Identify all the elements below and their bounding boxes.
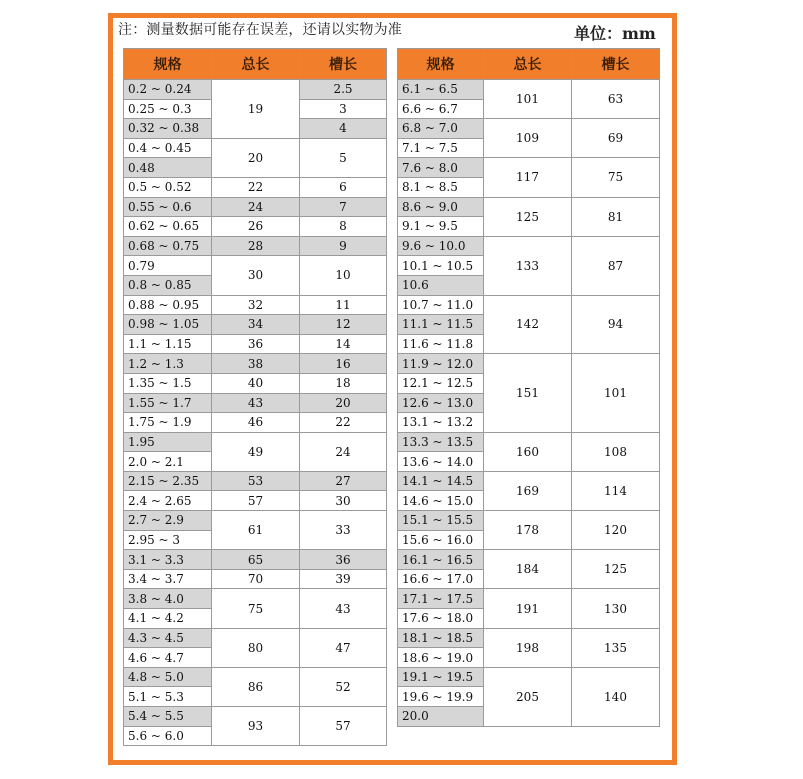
groove-length-cell: 6 — [300, 177, 387, 197]
spec-cell: 0.4 ~ 0.45 — [124, 138, 212, 158]
groove-length-cell: 94 — [572, 295, 660, 354]
table-row — [124, 217, 387, 237]
total-length-cell: 36 — [212, 334, 300, 354]
groove-length-cell: 12 — [300, 315, 387, 335]
total-length-cell: 40 — [212, 373, 300, 393]
total-length-cell: 151 — [484, 354, 572, 432]
groove-length-cell: 3 — [300, 99, 387, 119]
spec-cell: 1.35 ~ 1.5 — [124, 373, 212, 393]
total-length-cell: 169 — [484, 471, 572, 510]
spec-cell: 10.1 ~ 10.5 — [398, 256, 484, 276]
spec-cell: 11.1 ~ 11.5 — [398, 315, 484, 335]
spec-cell: 11.6 ~ 11.8 — [398, 334, 484, 354]
spec-cell: 4.1 ~ 4.2 — [124, 609, 212, 629]
total-length-cell: 61 — [212, 511, 300, 550]
total-length-cell: 160 — [484, 432, 572, 471]
total-length-cell: 46 — [212, 413, 300, 433]
groove-length-cell: 27 — [300, 471, 387, 491]
groove-length-cell: 11 — [300, 295, 387, 315]
spec-cell: 8.1 ~ 8.5 — [398, 177, 484, 197]
spec-cell: 11.9 ~ 12.0 — [398, 354, 484, 374]
groove-length-cell: 69 — [572, 119, 660, 158]
total-length-cell: 93 — [212, 707, 300, 746]
groove-length-cell: 47 — [300, 628, 387, 667]
spec-cell: 14.1 ~ 14.5 — [398, 471, 484, 491]
total-length-cell: 57 — [212, 491, 300, 511]
total-length-cell: 49 — [212, 432, 300, 471]
spec-cell: 19.1 ~ 19.5 — [398, 667, 484, 687]
spec-cell: 0.25 ~ 0.3 — [124, 99, 212, 119]
table-row — [398, 236, 660, 256]
spec-cell: 2.4 ~ 2.65 — [124, 491, 212, 511]
spec-cell: 7.6 ~ 8.0 — [398, 158, 484, 178]
spec-cell: 17.6 ~ 18.0 — [398, 609, 484, 629]
spec-cell: 0.62 ~ 0.65 — [124, 217, 212, 237]
spec-cell: 0.88 ~ 0.95 — [124, 295, 212, 315]
spec-cell: 3.4 ~ 3.7 — [124, 569, 212, 589]
spec-cell: 3.1 ~ 3.3 — [124, 550, 212, 570]
groove-length-cell: 8 — [300, 217, 387, 237]
groove-length-cell: 22 — [300, 413, 387, 433]
groove-length-cell: 52 — [300, 667, 387, 706]
groove-length-cell: 20 — [300, 393, 387, 413]
table-row — [124, 550, 387, 570]
table-row — [124, 177, 387, 197]
table-row — [398, 511, 660, 531]
table-row — [398, 295, 660, 315]
groove-length-cell: 33 — [300, 511, 387, 550]
spec-cell: 8.6 ~ 9.0 — [398, 197, 484, 217]
groove-length-cell: 81 — [572, 197, 660, 236]
spec-cell: 13.3 ~ 13.5 — [398, 432, 484, 452]
groove-length-cell: 10 — [300, 256, 387, 295]
table-row — [124, 628, 387, 648]
spec-cell: 10.6 — [398, 275, 484, 295]
table-row — [124, 197, 387, 217]
spec-cell: 1.2 ~ 1.3 — [124, 354, 212, 374]
spec-cell: 0.5 ~ 0.52 — [124, 177, 212, 197]
spec-cell: 19.6 ~ 19.9 — [398, 687, 484, 707]
spec-cell: 4.6 ~ 4.7 — [124, 648, 212, 668]
groove-length-cell: 14 — [300, 334, 387, 354]
spec-cell: 0.79 — [124, 256, 212, 276]
spec-cell: 0.98 ~ 1.05 — [124, 315, 212, 335]
table-row — [398, 471, 660, 491]
groove-length-cell: 36 — [300, 550, 387, 570]
spec-table-left — [123, 48, 387, 746]
total-length-cell: 101 — [484, 80, 572, 119]
total-length-cell: 184 — [484, 550, 572, 589]
groove-length-cell: 101 — [572, 354, 660, 432]
spec-table-right — [397, 48, 660, 727]
table-row — [124, 138, 387, 158]
table-header-row — [124, 49, 387, 80]
total-length-cell: 38 — [212, 354, 300, 374]
table-row — [398, 80, 660, 100]
table-row — [124, 256, 387, 276]
spec-cell: 20.0 — [398, 707, 484, 727]
table-row — [124, 236, 387, 256]
spec-cell: 1.75 ~ 1.9 — [124, 413, 212, 433]
table-row — [124, 315, 387, 335]
spec-cell: 0.68 ~ 0.75 — [124, 236, 212, 256]
table-row — [398, 432, 660, 452]
table-row — [398, 197, 660, 217]
spec-cell: 5.4 ~ 5.5 — [124, 707, 212, 727]
groove-length-cell: 43 — [300, 589, 387, 628]
groove-length-cell: 4 — [300, 119, 387, 139]
groove-length-cell: 108 — [572, 432, 660, 471]
header-spec: 规格 — [398, 49, 484, 80]
spec-cell: 15.1 ~ 15.5 — [398, 511, 484, 531]
unit-label: 单位：mm — [574, 24, 656, 43]
table-row — [398, 550, 660, 570]
total-length-cell: 70 — [212, 569, 300, 589]
table-row — [398, 667, 660, 687]
spec-cell: 17.1 ~ 17.5 — [398, 589, 484, 609]
total-length-cell: 26 — [212, 217, 300, 237]
spec-cell: 0.32 ~ 0.38 — [124, 119, 212, 139]
groove-length-cell: 16 — [300, 354, 387, 374]
spec-cell: 9.1 ~ 9.5 — [398, 217, 484, 237]
spec-cell: 6.6 ~ 6.7 — [398, 99, 484, 119]
table-row — [124, 491, 387, 511]
groove-length-cell: 75 — [572, 158, 660, 197]
spec-cell: 18.6 ~ 19.0 — [398, 648, 484, 668]
groove-length-cell: 135 — [572, 628, 660, 667]
groove-length-cell: 130 — [572, 589, 660, 628]
spec-cell: 9.6 ~ 10.0 — [398, 236, 484, 256]
total-length-cell: 20 — [212, 138, 300, 177]
total-length-cell: 28 — [212, 236, 300, 256]
groove-length-cell: 125 — [572, 550, 660, 589]
spec-cell: 4.3 ~ 4.5 — [124, 628, 212, 648]
total-length-cell: 34 — [212, 315, 300, 335]
header-spec: 规格 — [124, 49, 212, 80]
spec-cell: 1.55 ~ 1.7 — [124, 393, 212, 413]
spec-cell: 7.1 ~ 7.5 — [398, 138, 484, 158]
total-length-cell: 75 — [212, 589, 300, 628]
total-length-cell: 53 — [212, 471, 300, 491]
spec-cell: 16.6 ~ 17.0 — [398, 569, 484, 589]
total-length-cell: 125 — [484, 197, 572, 236]
total-length-cell: 19 — [212, 80, 300, 139]
spec-cell: 1.1 ~ 1.15 — [124, 334, 212, 354]
total-length-cell: 65 — [212, 550, 300, 570]
table-row — [124, 589, 387, 609]
spec-cell: 1.95 — [124, 432, 212, 452]
spec-cell: 5.1 ~ 5.3 — [124, 687, 212, 707]
total-length-cell: 205 — [484, 667, 572, 726]
total-length-cell: 24 — [212, 197, 300, 217]
table-row — [124, 373, 387, 393]
table-header-row — [398, 49, 660, 80]
groove-length-cell: 63 — [572, 80, 660, 119]
table-row — [124, 80, 387, 100]
spec-cell: 6.8 ~ 7.0 — [398, 119, 484, 139]
spec-cell: 0.48 — [124, 158, 212, 178]
spec-cell: 5.6 ~ 6.0 — [124, 726, 212, 746]
groove-length-cell: 87 — [572, 236, 660, 295]
header-groove-length: 槽长 — [300, 49, 387, 80]
spec-cell: 12.1 ~ 12.5 — [398, 373, 484, 393]
total-length-cell: 198 — [484, 628, 572, 667]
spec-cell: 15.6 ~ 16.0 — [398, 530, 484, 550]
spec-cell: 0.8 ~ 0.85 — [124, 275, 212, 295]
table-row — [124, 295, 387, 315]
table-row — [398, 354, 660, 374]
spec-cell: 3.8 ~ 4.0 — [124, 589, 212, 609]
total-length-cell: 133 — [484, 236, 572, 295]
table-row — [124, 511, 387, 531]
spec-cell: 2.95 ~ 3 — [124, 530, 212, 550]
groove-length-cell: 24 — [300, 432, 387, 471]
table-row — [398, 158, 660, 178]
table-row — [124, 393, 387, 413]
total-length-cell: 86 — [212, 667, 300, 706]
header-groove-length: 槽长 — [572, 49, 660, 80]
spec-cell: 14.6 ~ 15.0 — [398, 491, 484, 511]
table-row — [124, 569, 387, 589]
spec-cell: 13.1 ~ 13.2 — [398, 413, 484, 433]
total-length-cell: 191 — [484, 589, 572, 628]
spec-cell: 2.7 ~ 2.9 — [124, 511, 212, 531]
table-row — [124, 334, 387, 354]
spec-cell: 0.2 ~ 0.24 — [124, 80, 212, 100]
total-length-cell: 117 — [484, 158, 572, 197]
total-length-cell: 80 — [212, 628, 300, 667]
spec-cell: 12.6 ~ 13.0 — [398, 393, 484, 413]
table-row — [398, 589, 660, 609]
spec-cell: 6.1 ~ 6.5 — [398, 80, 484, 100]
spec-cell: 4.8 ~ 5.0 — [124, 667, 212, 687]
spec-cell: 0.55 ~ 0.6 — [124, 197, 212, 217]
groove-length-cell: 30 — [300, 491, 387, 511]
table-row — [124, 432, 387, 452]
spec-cell: 2.15 ~ 2.35 — [124, 471, 212, 491]
groove-length-cell: 114 — [572, 471, 660, 510]
table-row — [124, 667, 387, 687]
table-row — [398, 628, 660, 648]
groove-length-cell: 120 — [572, 511, 660, 550]
spec-cell: 2.0 ~ 2.1 — [124, 452, 212, 472]
spec-cell: 13.6 ~ 14.0 — [398, 452, 484, 472]
disclaimer-note: 注：测量数据可能存在误差，还请以实物为准 — [118, 22, 402, 38]
groove-length-cell: 18 — [300, 373, 387, 393]
groove-length-cell: 2.5 — [300, 80, 387, 100]
spec-cell: 10.7 ~ 11.0 — [398, 295, 484, 315]
table-row — [124, 354, 387, 374]
table-row — [398, 119, 660, 139]
groove-length-cell: 7 — [300, 197, 387, 217]
groove-length-cell: 140 — [572, 667, 660, 726]
total-length-cell: 178 — [484, 511, 572, 550]
total-length-cell: 30 — [212, 256, 300, 295]
groove-length-cell: 5 — [300, 138, 387, 177]
header-total-length: 总长 — [484, 49, 572, 80]
total-length-cell: 43 — [212, 393, 300, 413]
groove-length-cell: 39 — [300, 569, 387, 589]
spec-cell: 18.1 ~ 18.5 — [398, 628, 484, 648]
header-total-length: 总长 — [212, 49, 300, 80]
total-length-cell: 109 — [484, 119, 572, 158]
table-row — [124, 413, 387, 433]
total-length-cell: 22 — [212, 177, 300, 197]
total-length-cell: 142 — [484, 295, 572, 354]
groove-length-cell: 57 — [300, 707, 387, 746]
table-row — [124, 471, 387, 491]
groove-length-cell: 9 — [300, 236, 387, 256]
spec-cell: 16.1 ~ 16.5 — [398, 550, 484, 570]
total-length-cell: 32 — [212, 295, 300, 315]
table-row — [124, 707, 387, 727]
